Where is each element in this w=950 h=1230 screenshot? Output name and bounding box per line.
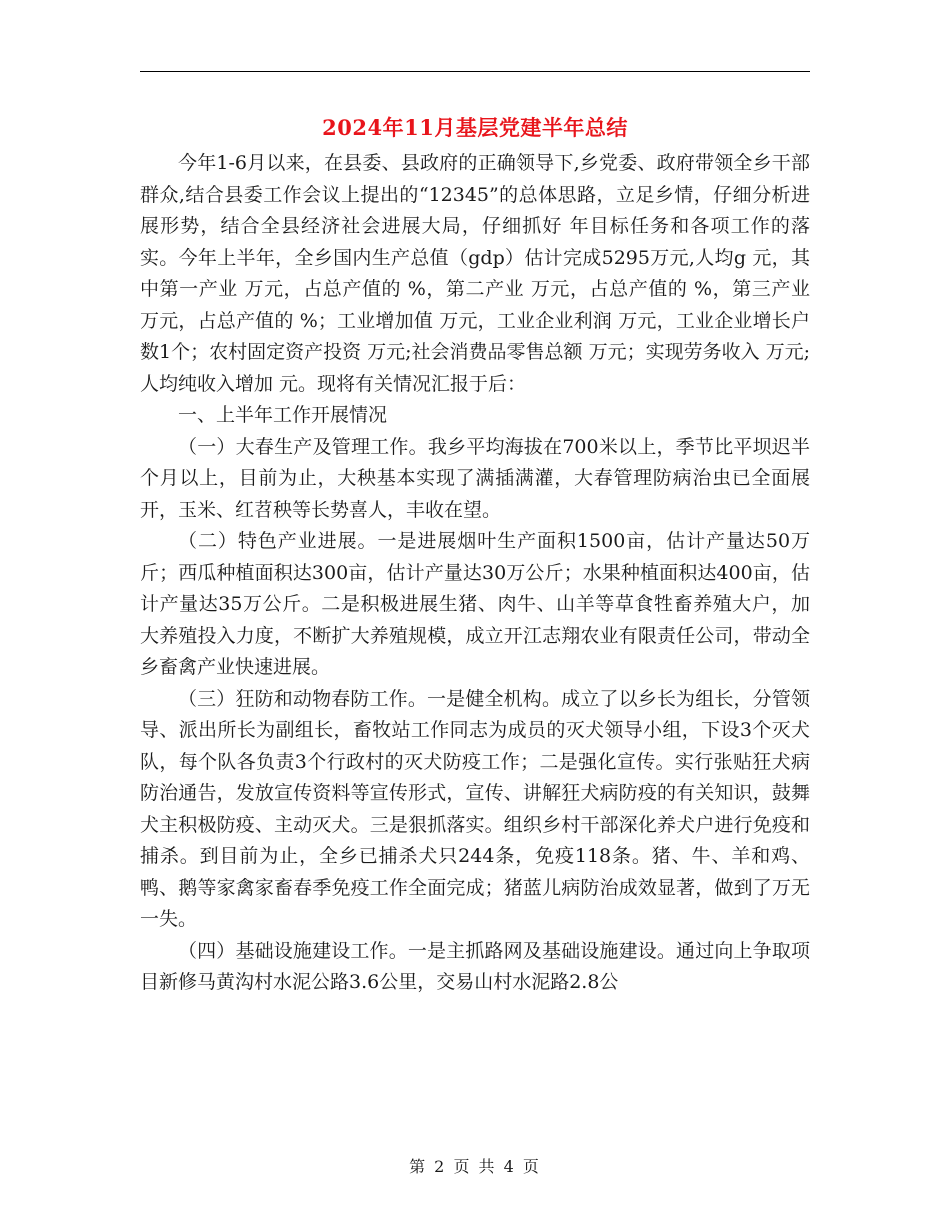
section-heading: 一、上半年工作开展情况	[178, 404, 388, 426]
paragraph-spring-production: （一）大春生产及管理工作。我乡平均海拔在700米以上，季节比平坝迟半个月以上，目前为止，大秧基本实现了满插满灌，大春管理防病治虫已全面展开，玉米、红苕秧等长势喜人，丰收在望。	[140, 435, 810, 521]
document-body	[140, 148, 810, 999]
header-rule	[140, 71, 810, 72]
page-number-footer: 第 2 页 共 4 页	[409, 1157, 541, 1176]
paragraph-rabies-prevention: （三）狂防和动物春防工作。一是健全机构。成立了以乡长为组长，分管领导、派出所长为副组长，畜牧站工作同志为成员的灭犬领导小组，下设3个灭犬队，每个队各负责3个行政村的灭犬防疫工作；二是强化宣传。实行张贴狂犬病防治通告，发放宣传资料等宣传形式，宣传、讲解狂犬病防疫的有关知识，鼓舞犬主积极防疫、主动灭犬。三是狠抓落实。组织乡村干部深化养犬户进行免疫和捕杀。到目前为止，全乡已捕杀犬只244条，免疫118条。猪、牛、羊和鸡、鸭、鹅等家禽家畜春季免疫工作全面完成；猪蓝儿病防治成效显著，做到了万无一失。	[140, 687, 810, 930]
intro-paragraph: 今年1-6月以来，在县委、县政府的正确领导下,乡党委、政府带领全乡干部群众,结合县委工作会议上提出的“12345”的总体思路，立足乡情，仔细分析进展形势，结合全县经济社会进展大局，仔细抓好 年目标任务和各项工作的落实。今年上半年，全乡国内生产总值（gdp）估计完成5295万元,人均g 元，其中第一产业 万元，占总产值的 %，第二产业 万元，占总产值的 %，第三产业 万元，占总产值的 %；工业增加值 万元，工业企业利润 万元，工业企业增长户数1个；农村固定资产投资 万元;社会消费品零售总额 万元；实现劳务收入 万元;人均纯收入增加 元。现将有关情况汇报于后：	[140, 152, 811, 395]
paragraph-specialty-industry: （二）特色产业进展。一是进展烟叶生产面积1500亩，估计产量达50万斤；西瓜种植面积达300亩，估计产量达30万公斤；水果种植面积达400亩，估计产量达35万公斤。二是积极进展生猪、肉牛、山羊等草食牲畜养殖大户，加大养殖投入力度，不断扩大养殖规模，成立开江志翔农业有限责任公司，带动全乡畜禽产业快速进展。	[140, 530, 810, 678]
document-title: 2024年11月基层党建半年总结	[322, 115, 628, 140]
paragraph-infrastructure: （四）基础设施建设工作。一是主抓路网及基础设施建设。通过向上争取项目新修马黄沟村水泥公路3.6公里，交易山村水泥路2.8公	[140, 939, 810, 993]
